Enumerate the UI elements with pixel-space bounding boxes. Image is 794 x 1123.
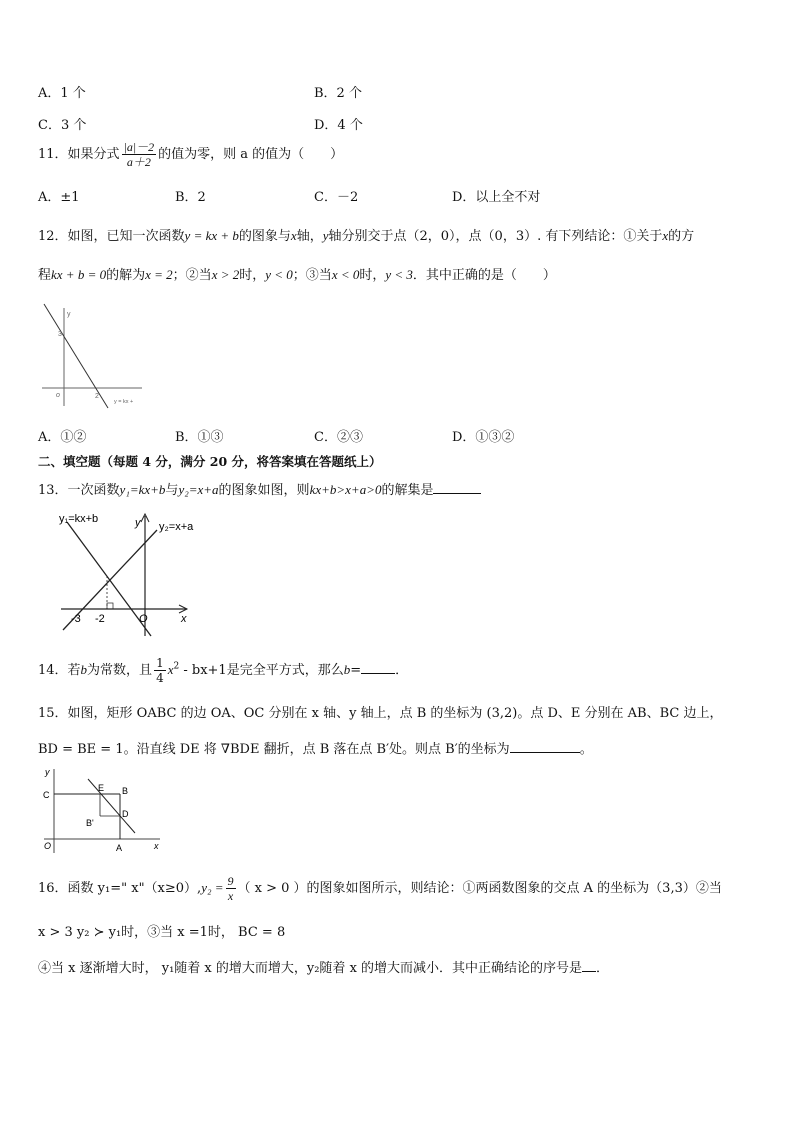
section-2-heading: 二、填空题（每题 4 分，满分 20 分，将答案填在答题纸上） — [38, 454, 382, 469]
q11-option-b: B．2 — [175, 190, 206, 205]
q16-stem-line3: ④当 x 逐渐增大时， y₁随着 x 的增大而增大，y₂随着 x 的增大而减小．其中正确结论的序号是 ． — [38, 961, 610, 976]
q12-option-c: C．②③ — [314, 430, 363, 445]
q13-label-m2: -2 — [95, 613, 105, 625]
q14-answer-blank[interactable] — [361, 673, 395, 674]
q15-label-x: x — [154, 841, 159, 851]
q11-option-a: A．±1 — [38, 190, 80, 205]
q12-graph — [38, 300, 148, 410]
q10-option-b: B．2 个 — [314, 86, 362, 101]
q10-option-d: D．4 个 — [314, 118, 363, 133]
q15-label-o: O — [44, 841, 52, 851]
q10-option-c: C．3 个 — [38, 118, 87, 133]
q16-fraction: $\frac{9}{x}$ — [227, 874, 234, 903]
q11-option-d: D．以上全不对 — [452, 190, 541, 205]
q13-label-x: x — [181, 613, 187, 625]
q12-y-label: y — [67, 311, 71, 318]
q14-fraction: $\frac{1}{4}$ — [156, 656, 164, 685]
q15-label-c: C — [43, 790, 50, 800]
q11-option-c: C．－2 — [314, 190, 359, 205]
q13-stem: 13．一次函数y₁=kx+b与y₂=x+a的图象如图，则kx+b>x+a>0的解集是 — [38, 479, 481, 498]
q15-label-b: B — [122, 786, 129, 796]
q13-answer-blank[interactable] — [433, 493, 481, 494]
q14-stem: 14．若b为常数，且 $\frac{1}{4}$ $x^2 - bx+1$是完全平方式，那么b= ． — [38, 656, 409, 685]
q16-stem-line2: x > 3 y₂ ≻ y₁时，③当 x =1时， BC = 8 — [38, 925, 286, 940]
q13-label-y1: y₁=kx+b — [59, 513, 99, 525]
q16-stem-line1: 16．函数 y₁=" x"（x≥0）,y₂ = $\frac{9}{x}$ （ x > 0 ）的图象如图所示，则结论：①两函数图象的交点 A 的坐标为（3,3）②当 — [38, 874, 722, 903]
q15-label-a: A — [116, 843, 123, 853]
q12-y-tick: 3 — [58, 331, 62, 338]
q15-answer-blank[interactable] — [510, 752, 580, 753]
q11-stem: 11．如果分式 $\frac{|a|-2}{a+2}$ 的值为零，则 a 的值为（ ） — [38, 140, 344, 169]
q12-option-b: B．①③ — [175, 430, 224, 445]
q13-right-angle — [107, 603, 113, 609]
q11-fraction: $\frac{|a|-2}{a+2}$ — [123, 140, 155, 169]
q13-label-m3: -3 — [71, 613, 81, 625]
q12-option-d: D．①③② — [452, 430, 515, 445]
q12-option-a: A．①② — [38, 430, 87, 445]
q12-stem-line1: 12．如图，已知一次函数y = kx + b的图象与x轴，y轴分别交于点（2，0），点（0，3）. 有下列结论：①关于x的方 — [38, 228, 695, 244]
q15-label-d: D — [122, 809, 129, 819]
q12-stem-line2: 程kx + b = 0的解为x = 2；②当x > 2时，y < 0；③当x < 0时，y < 3．其中正确的是（ ） — [38, 267, 556, 283]
q13-graph — [55, 508, 205, 638]
q13-label-y2: y₂=x+a — [159, 521, 194, 533]
q13-label-o: O — [139, 613, 148, 625]
q12-line-label: y = kx + — [114, 399, 134, 405]
q15-stem-line1: 15．如图，矩形 OABC 的边 OA、OC 分别在 x 轴、y 轴上，点 B 的坐标为 (3,2)。点 D、E 分别在 AB、BC 边上， — [38, 706, 723, 721]
q15-stem-line2: BD = BE = 1。沿直线 DE 将 ∇BDE 翻折，点 B 落在点 B′处。则点 B′的坐标为 。 — [38, 742, 593, 757]
q12-x-tick: 2 — [95, 393, 99, 400]
q10-option-a: A．1 个 — [38, 86, 86, 101]
q13-label-y: y — [135, 517, 141, 529]
q15-label-y: y — [45, 767, 50, 777]
q15-label-e: E — [98, 783, 105, 793]
q15-graph — [40, 765, 170, 855]
q16-answer-blank[interactable] — [582, 971, 596, 972]
q12-origin: o — [56, 392, 60, 399]
q15-label-bprime: B' — [86, 818, 94, 828]
